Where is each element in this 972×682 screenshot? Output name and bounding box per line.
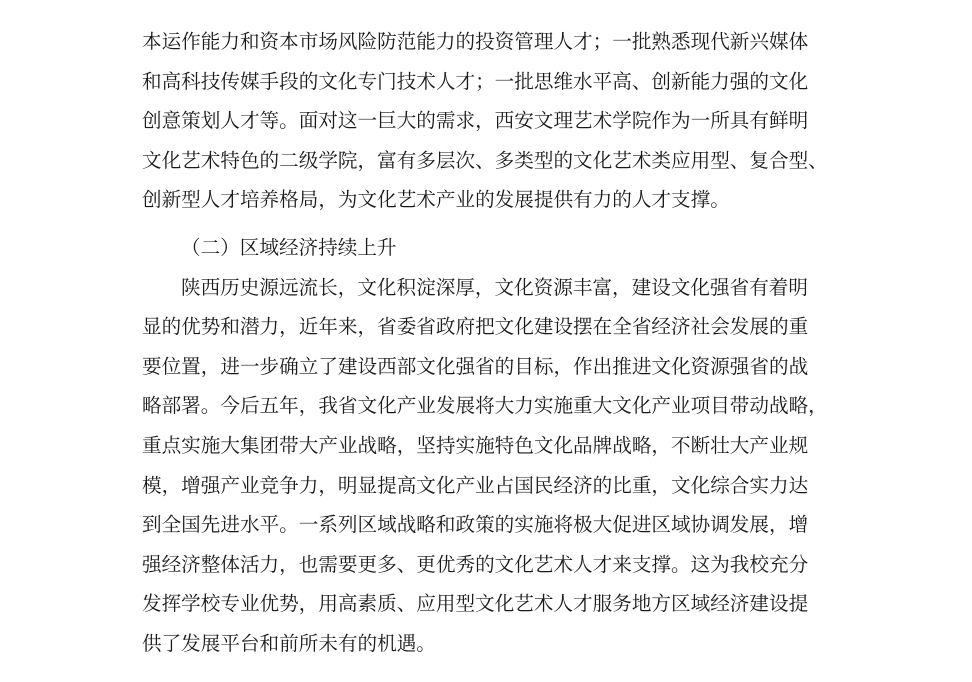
section-heading: （二）区域经济持续上升 (181, 235, 397, 259)
text-line: 创新型人才培养格局，为文化艺术产业的发展提供有力的人才支撑。 (142, 188, 730, 212)
text-line: 供了发展平台和前所未有的机遇。 (142, 631, 436, 655)
paragraph-regional-economy (142, 268, 842, 664)
paragraph-talent-support (142, 22, 842, 220)
text-line: 略部署。今后五年，我省文化产业发展将大力实施重大文化产业项目带动战略， (142, 394, 828, 418)
text-line: 本运作能力和资本市场风险防范能力的投资管理人才；一批熟悉现代新兴媒体 (142, 30, 809, 53)
document-page (142, 22, 842, 664)
text-line: 模，增强产业竞争力，明显提高文化产业占国民经济的比重，文化综合实力达 (142, 473, 809, 497)
text-line: 和高科技传媒手段的文化专门技术人才；一批思维水平高、创新能力强的文化 (142, 69, 809, 93)
text-line: 创意策划人才等。面对这一巨大的需求，西安文理艺术学院作为一所具有鲜明 (142, 109, 809, 133)
text-line: 文化艺术特色的二级学院，富有多层次、多类型的文化艺术类应用型、复合型、 (142, 148, 828, 172)
text-line: 陕西历史源远流长，文化积淀深厚，文化资源丰富，建设文化强省有着明 (181, 275, 808, 299)
text-line: 要位置，进一步确立了建设西部文化强省的目标，作出推进文化资源强省的战 (142, 354, 809, 378)
text-line: 到全国先进水平。一系列区域战略和政策的实施将极大促进区域协调发展，增 (142, 513, 809, 537)
text-line: 显的优势和潜力，近年来，省委省政府把文化建设摆在全省经济社会发展的重 (142, 315, 809, 339)
text-line: 强经济整体活力，也需要更多、更优秀的文化艺术人才来支撑。这为我校充分 (142, 552, 809, 576)
text-line: 重点实施大集团带大产业战略，坚持实施特色文化品牌战略，不断壮大产业规 (142, 433, 809, 457)
text-line: 发挥学校专业优势，用高素质、应用型文化艺术人才服务地方区域经济建设提 (142, 592, 809, 616)
